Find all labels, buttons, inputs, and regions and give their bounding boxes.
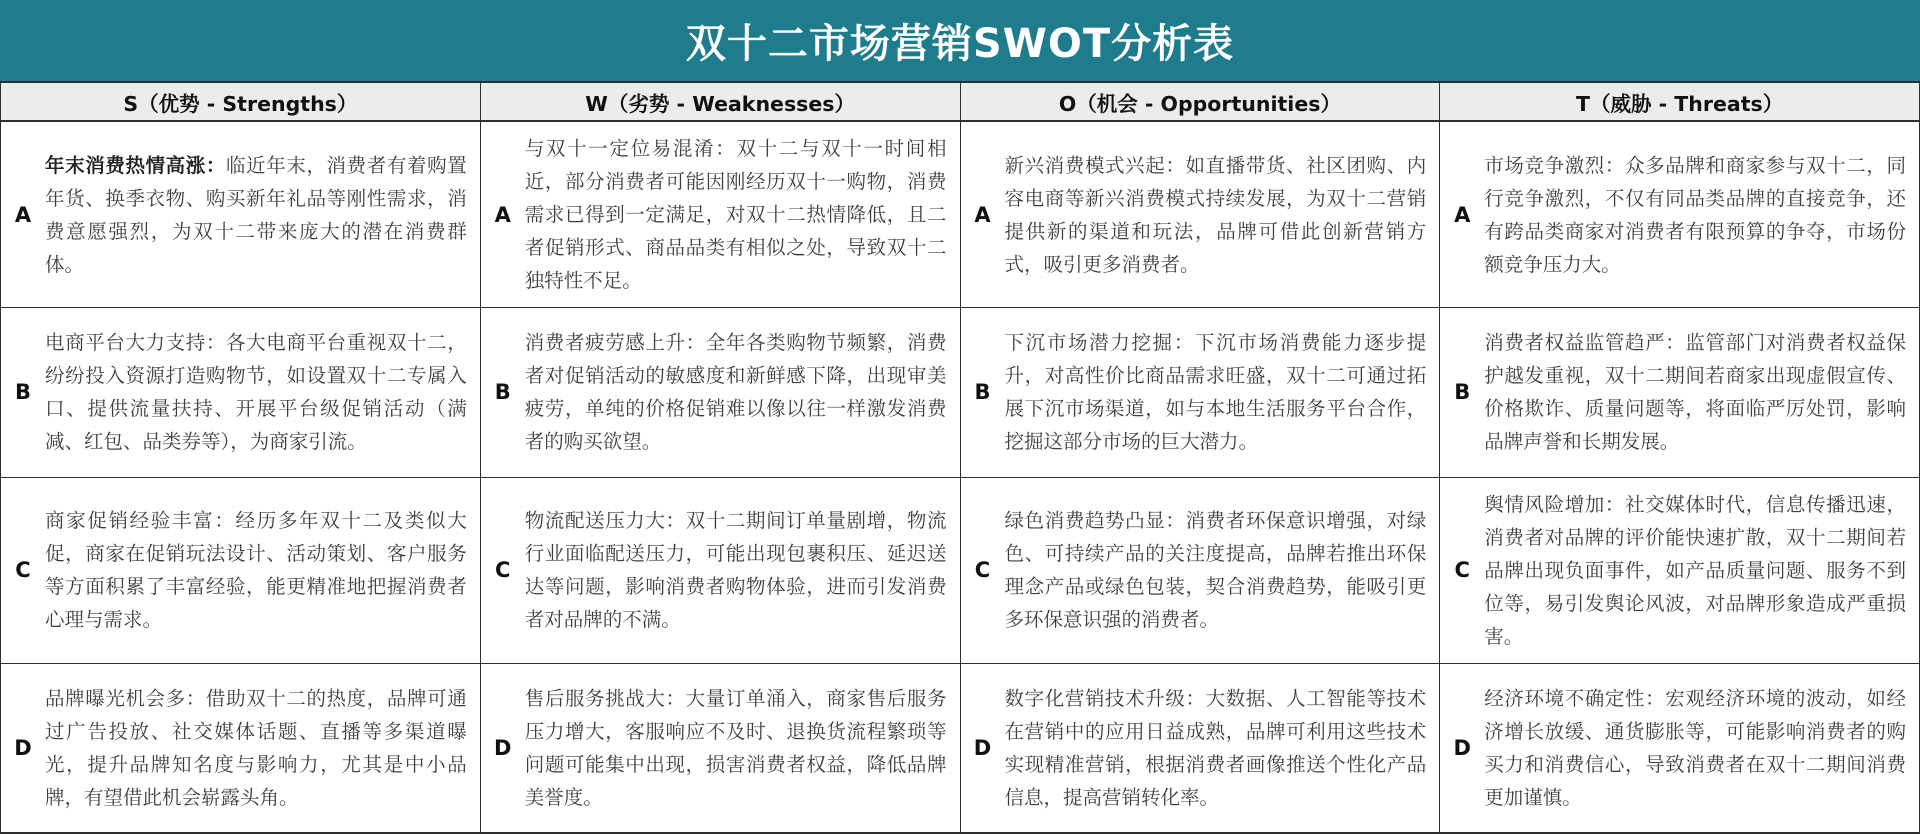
cell-strengths-c	[1, 478, 481, 663]
cell-strengths-b	[1, 308, 481, 477]
row-label: C	[15, 558, 31, 582]
cell-text	[1484, 149, 1906, 281]
table-row-a	[1, 122, 1919, 308]
cell-lead: 物流配送压力大：	[524, 509, 686, 532]
cell-text	[45, 682, 467, 814]
cell-body: 如直播带货、社区团购、内容电商等新兴消费模式持续发展，为双十二营销提供新的渠道和玩法，品牌可借此创新营销方式，吸引更多消费者。	[1004, 153, 1427, 276]
page-title: 双十二市场营销SWOT分析表	[685, 21, 1235, 67]
cell-text	[45, 326, 467, 458]
cell-weaknesses-d	[481, 664, 961, 833]
column-header-row	[1, 81, 1919, 122]
cell-lead: 消费者权益监管趋严：	[1484, 331, 1686, 355]
row-label: C	[974, 558, 991, 582]
table-row-c	[1, 478, 1919, 664]
cell-strengths-d	[1, 664, 481, 833]
row-label: B	[14, 380, 31, 405]
cell-lead: 新兴消费模式兴起：	[1004, 153, 1186, 177]
cell-threats-a	[1440, 122, 1919, 307]
column-header-opportunities: O（机会 - Opportunities）	[961, 83, 1441, 120]
cell-threats-c	[1440, 478, 1919, 663]
row-label: A	[14, 202, 32, 227]
cell-body: 双十二与双十一时间相近，部分消费者可能因刚经历双十一购物，消费需求已得到一定满足，对双十二热情降低，且二者促销形式、商品品类有相似之处，导致双十二独特性不足。	[524, 137, 947, 292]
cell-text	[1484, 326, 1906, 458]
cell-weaknesses-a	[481, 122, 961, 307]
column-header-weaknesses: W（劣势 - Weaknesses）	[481, 83, 961, 120]
cell-body: 各大电商平台重视双十二，纷纷投入资源打造购物节，如设置双十二专属入口、提供流量扶持、开展平台级促销活动（满减、红包、品类券等），为商家引流。	[45, 331, 467, 454]
row-label: B	[494, 380, 511, 405]
cell-body: 监管部门对消费者权益保护越发重视，双十二期间若商家出现虚假宣传、价格欺诈、质量问题等，将面临严厉处罚，影响品牌声誉和长期发展。	[1484, 331, 1906, 454]
cell-lead: 舆情风险增加：	[1484, 492, 1626, 516]
cell-body: 大量订单涌入，商家售后服务压力增大，客服响应不及时、退换货流程繁琐等问题可能集中出现，损害消费者权益，降低品牌美誉度。	[524, 686, 947, 809]
cell-text	[525, 132, 947, 297]
cell-lead: 年末消费热情高涨：	[45, 153, 226, 177]
row-label: C	[1454, 558, 1470, 582]
cell-text	[1484, 682, 1906, 814]
cell-weaknesses-b	[481, 308, 961, 477]
cell-opportunities-c	[961, 478, 1441, 663]
row-label: B	[1454, 380, 1471, 405]
cell-opportunities-a	[961, 122, 1441, 307]
cell-body: 临近年末，消费者有着购置年货、换季衣物、购买新年礼品等刚性需求，消费意愿强烈，为双十二带来庞大的潜在消费群体。	[45, 153, 467, 276]
cell-lead: 与双十一定位易混淆：	[524, 137, 737, 160]
title-bar	[0, 0, 1920, 81]
cell-text	[45, 504, 467, 636]
table-row-d	[1, 664, 1919, 833]
table-body	[1, 122, 1919, 832]
row-label: C	[495, 558, 511, 582]
cell-body: 宏观经济环境的波动，如经济增长放缓、通货膨胀等，可能影响消费者的购买力和消费信心，导致消费者在双十二期间消费更加谨慎。	[1484, 686, 1906, 809]
cell-text	[1005, 326, 1427, 458]
swot-table	[0, 81, 1920, 834]
cell-threats-d	[1440, 664, 1919, 833]
row-label: A	[1454, 202, 1471, 227]
cell-body: 众多品牌和商家参与双十二，同行竞争激烈，不仅有同品类品牌的直接竞争，还有跨品类商家对消费者有限预算的争夺，市场份额竞争压力大。	[1484, 153, 1906, 276]
cell-text	[1484, 488, 1906, 653]
cell-text	[525, 682, 947, 814]
cell-text	[45, 149, 467, 281]
cell-body: 双十二期间订单量剧增，物流行业面临配送压力，可能出现包裹积压、延迟送达等问题，影响消费者购物体验，进而引发消费者对品牌的不满。	[524, 509, 947, 631]
cell-strengths-a	[1, 122, 481, 307]
row-label: A	[974, 202, 991, 227]
cell-opportunities-b	[961, 308, 1441, 477]
row-label: D	[1453, 735, 1471, 760]
cell-lead: 电商平台大力支持：	[45, 331, 226, 355]
cell-text	[1005, 682, 1427, 814]
cell-body: 经历多年双十二及类似大促，商家在促销玩法设计、活动策划、客户服务等方面积累了丰富经验，能更精准地把握消费者心理与需求。	[45, 509, 467, 631]
cell-lead: 经济环境不确定性：	[1484, 686, 1666, 710]
cell-threats-b	[1440, 308, 1919, 477]
row-label: A	[494, 202, 511, 227]
cell-body: 消费者环保意识增强，对绿色、可持续产品的关注度提高，品牌若推出环保理念产品或绿色包装，契合消费趋势，能吸引更多环保意识强的消费者。	[1004, 509, 1427, 631]
column-header-strengths: S（优势 - Strengths）	[1, 83, 481, 120]
cell-lead: 消费者疲劳感上升：	[524, 331, 706, 355]
cell-body: 社交媒体时代，信息传播迅速，消费者对品牌的评价能快速扩散，双十二期间若品牌出现负面事件，如产品质量问题、服务不到位等，易引发舆论风波，对品牌形象造成严重损害。	[1484, 492, 1906, 648]
cell-weaknesses-c	[481, 478, 961, 663]
cell-lead: 市场竞争激烈：	[1484, 153, 1626, 177]
cell-lead: 下沉市场潜力挖掘：	[1004, 331, 1196, 355]
row-label: B	[974, 380, 991, 405]
cell-text	[1005, 504, 1427, 636]
cell-body: 大数据、人工智能等技术在营销中的应用日益成熟，品牌可利用这些技术实现精准营销，根据消费者画像推送个性化产品信息，提高营销转化率。	[1004, 686, 1427, 809]
cell-text	[1005, 149, 1427, 281]
cell-text	[525, 326, 947, 458]
cell-text	[525, 504, 947, 636]
row-label: D	[14, 735, 32, 760]
cell-lead: 售后服务挑战大：	[524, 686, 686, 710]
cell-body: 全年各类购物节频繁，消费者对促销活动的敏感度和新鲜感下降，出现审美疲劳，单纯的价格促销难以像以往一样激发消费者的购买欲望。	[524, 331, 947, 454]
column-header-threats: T（威胁 - Threats）	[1576, 91, 1784, 116]
cell-lead: 商家促销经验丰富：	[45, 509, 236, 532]
cell-lead: 绿色消费趋势凸显：	[1004, 509, 1186, 532]
table-row-b	[1, 308, 1919, 478]
row-label: D	[973, 735, 992, 760]
cell-body: 下沉市场消费能力逐步提升，对高性价比商品需求旺盛，双十二可通过拓展下沉市场渠道，如与本地生活服务平台合作，挖掘这部分市场的巨大潜力。	[1004, 331, 1427, 454]
row-label: D	[494, 735, 512, 760]
cell-body: 借助双十二的热度，品牌可通过广告投放、社交媒体话题、直播等多渠道曝光，提升品牌知名度与影响力，尤其是中小品牌，有望借此机会崭露头角。	[45, 686, 467, 809]
cell-lead: 数字化营销技术升级：	[1004, 686, 1206, 710]
cell-opportunities-d	[961, 664, 1441, 833]
cell-lead: 品牌曝光机会多：	[45, 686, 206, 710]
